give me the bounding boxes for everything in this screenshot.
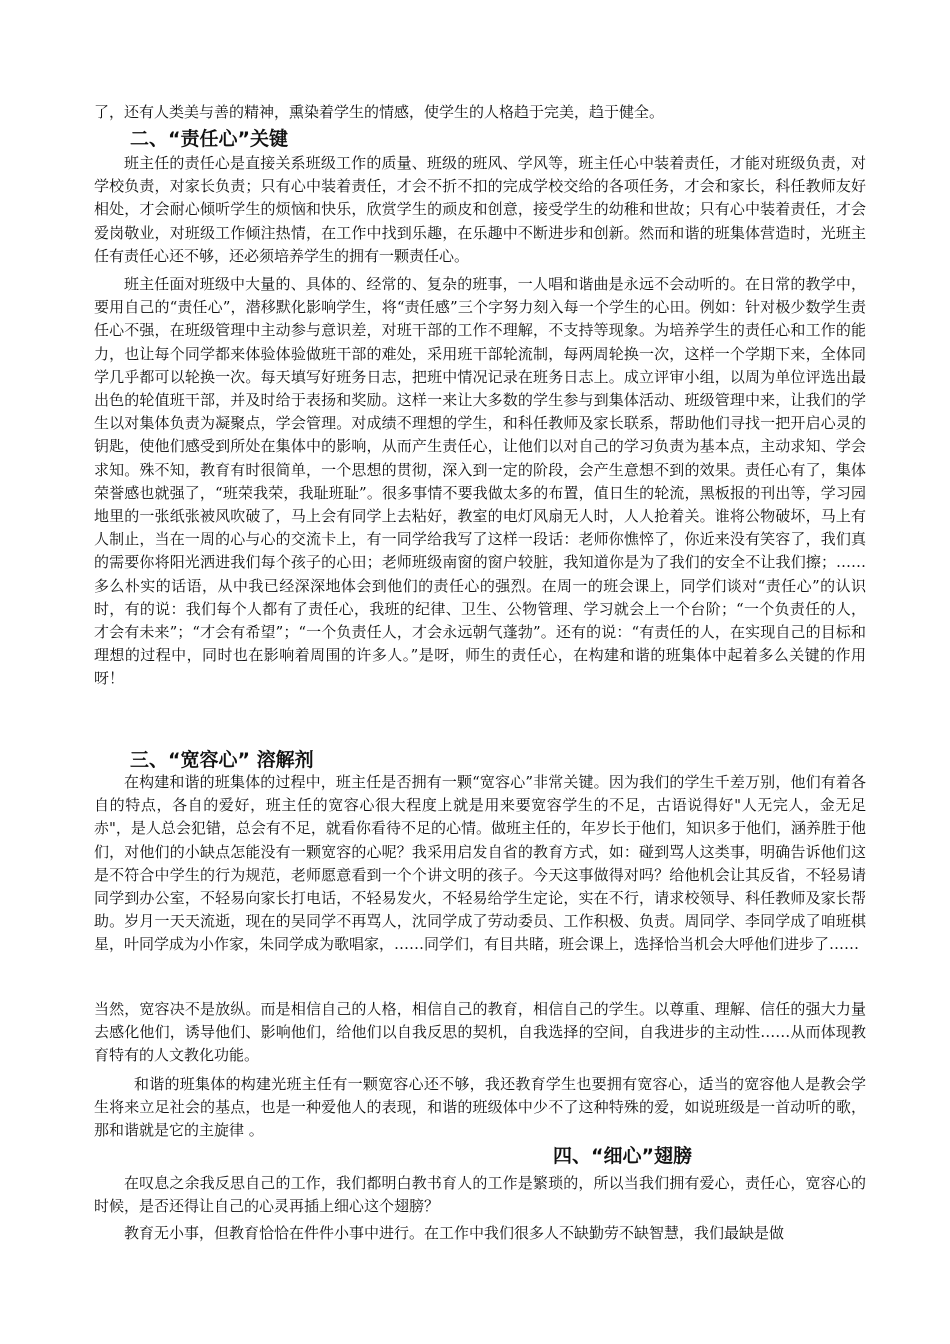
paragraph-tolerance-1: 在构建和谐的班集体的过程中，班主任是否拥有一颗“宽容心”非常关键。因为我们的学生千差万别，他们有着各自的特点，各自的爱好，班主任的宽容心很大程度上就是用来要宽容学生的不足，古语说得好"人无完人，金无足赤"，是人总会犯错，总会有不足，就看你看待不足的心情。做班主任的，年岁长于他们，知识多于他们，涵养胜于他们，对他们的小缺点怎能没有一颗宽容的心呢？我采用启发自省的教育方式，如：碰到骂人这类事，明确告诉他们这是不符合中学生的行为规范，老师愿意看到一个个讲文明的孩子。今天这事做得对吗？给他机会让其反省，不轻易请同学到办公室，不轻易向家长打电话，不轻易发火，不轻易给学生定论，实在不行，请求校领导、科任教师及家长帮助。岁月一天天流逝，现在的吴同学不再骂人，沈同学成了劳动委员、工作积极、负责。周同学、李同学成了咱班棋星，叶同学成为小作家，朱同学成为歌唱家，……同学们，有目共睹，班会课上，选择恰当机会大呼他们进步了…… (94, 773, 866, 954)
heading-section-2: 二、“责任心”关键 (130, 128, 288, 150)
paragraph-carefulness-1: 在叹息之余我反思自己的工作，我们都明白教书育人的工作是繁琐的，所以当我们拥有爱心，责任心，宽容心的时候，是否还得让自己的心灵再插上细心这个翅膀？ (94, 1174, 866, 1216)
paragraph-tolerance-3: 和谐的班集体的构建光班主任有一颗宽容心还不够，我还教育学生也要拥有宽容心，适当的宽容他人是教会学生将来立足社会的基点，也是一种爱他人的表现，和谐的班级体中少不了这种特殊的爱，如说班级是一首动听的歌，那和谐就是它的主旋律 。 (94, 1075, 866, 1140)
paragraph-responsibility-2: 班主任面对班级中大量的、具体的、经常的、复杂的班事，一人唱和谐曲是永远不会动听的。在日常的教学中，要用自己的“责任心”，潜移默化影响学生，将“责任感”三个字努力刻入每一个学生的心田。例如：针对极少数学生责任心不强，在班级管理中主动参与意识差，对班干部的工作不理解，不支持等现象。为培养学生的责任心和工作的能力，也让每个同学都来体验体验做班干部的难处，采用班干部轮流制，每两周轮换一次，这样一个学期下来，全体同学几乎都可以轮换一次。每天填写好班务日志，把班中情况记录在班务日志上。成立评审小组，以周为单位评选出最出色的轮值班干部，并及时给于表扬和奖励。这样一来让大多数的学生参与到集体活动、班级管理中来，让我们的学生以对集体负责为凝聚点，学会管理。对成绩不理想的学生，和科任教师及家长联系，帮助他们寻找一把开启心灵的钥匙，使他们感受到所处在集体中的影响，从而产生责任心，让他们以对自己的学习负责为基本点，主动求知、学会求知。殊不知，教育有时很简单，一个思想的贯彻，深入到一定的阶段，会产生意想不到的效果。责任心有了，集体荣誉感也就强了，“班荣我荣，我耻班耻”。很多事情不要我做太多的布置，值日生的轮流，黑板报的刊出等，学习园地里的一张纸张被风吹破了，马上会有同学上去粘好，教室的电灯风扇无人时，人人抢着关。谁将公物破坏，马上有人制止，当在一周的心与心的交流卡上，有一同学给我写了这样一段话：老师你憔悴了，你近来没有笑容了，我们真的需要你将阳光洒进我们每个孩子的心田；老师班级南窗的窗户较脏，我知道你是为了我们的安全不让我们擦；……多么朴实的话语，从中我已经深深地体会到他们的责任心的强烈。在周一的班会课上，同学们谈对“责任心”的认识时，有的说：我们每个人都有了责任心，我班的纪律、卫生、公物管理、学习就会上一个台阶；“一个负责任的人，才会有未来”；“才会有希望”；“一个负责任人，才会永远朝气蓬勃”。还有的说：“有责任的人，在实现自己的目标和理想的过程中，同时也在影响着周围的许多人。”是呀，师生的责任心，在构建和谐的班集体中起着多么关键的作用呀！ (94, 275, 866, 688)
heading-section-4: 四、“细心”翅膀 (553, 1145, 692, 1167)
heading-section-3: 三、“宽容心” 溶解剂 (130, 749, 314, 771)
paragraph-intro-continued: 了，还有人类美与善的精神，熏染着学生的情感，使学生的人格趋于完美，趋于健全。 (94, 103, 665, 121)
paragraph-responsibility-1: 班主任的责任心是直接关系班级工作的质量、班级的班风、学风等，班主任心中装着责任，才能对班级负责，对学校负责，对家长负责；只有心中装着责任，才会不折不扣的完成学校交给的各项任务，才会和家长，科任教师友好相处，才会耐心倾听学生的烦恼和快乐，欣赏学生的顽皮和创意，接受学生的幼稚和世故；只有心中装着责任，才会爱岗敬业，对班级工作倾注热情，在工作中找到乐趣，在乐趣中不断进步和创新。然而和谐的班集体营造时，光班主任有责任心还不够，还必须培养学生的拥有一颗责任心。 (94, 154, 866, 265)
paragraph-carefulness-2: 教育无小事，但教育恰恰在件件小事中进行。在工作中我们很多人不缺勤劳不缺智慧，我们最缺是做 (124, 1224, 785, 1242)
paragraph-tolerance-2: 当然，宽容决不是放纵。而是相信自己的人格，相信自己的教育，相信自己的学生。以尊重、理解、信任的强大力量去感化他们，诱导他们、影响他们，给他们以自我反思的契机，自我选择的空间，自我进步的主动性……从而体现教育特有的人文教化功能。 (94, 1000, 866, 1065)
